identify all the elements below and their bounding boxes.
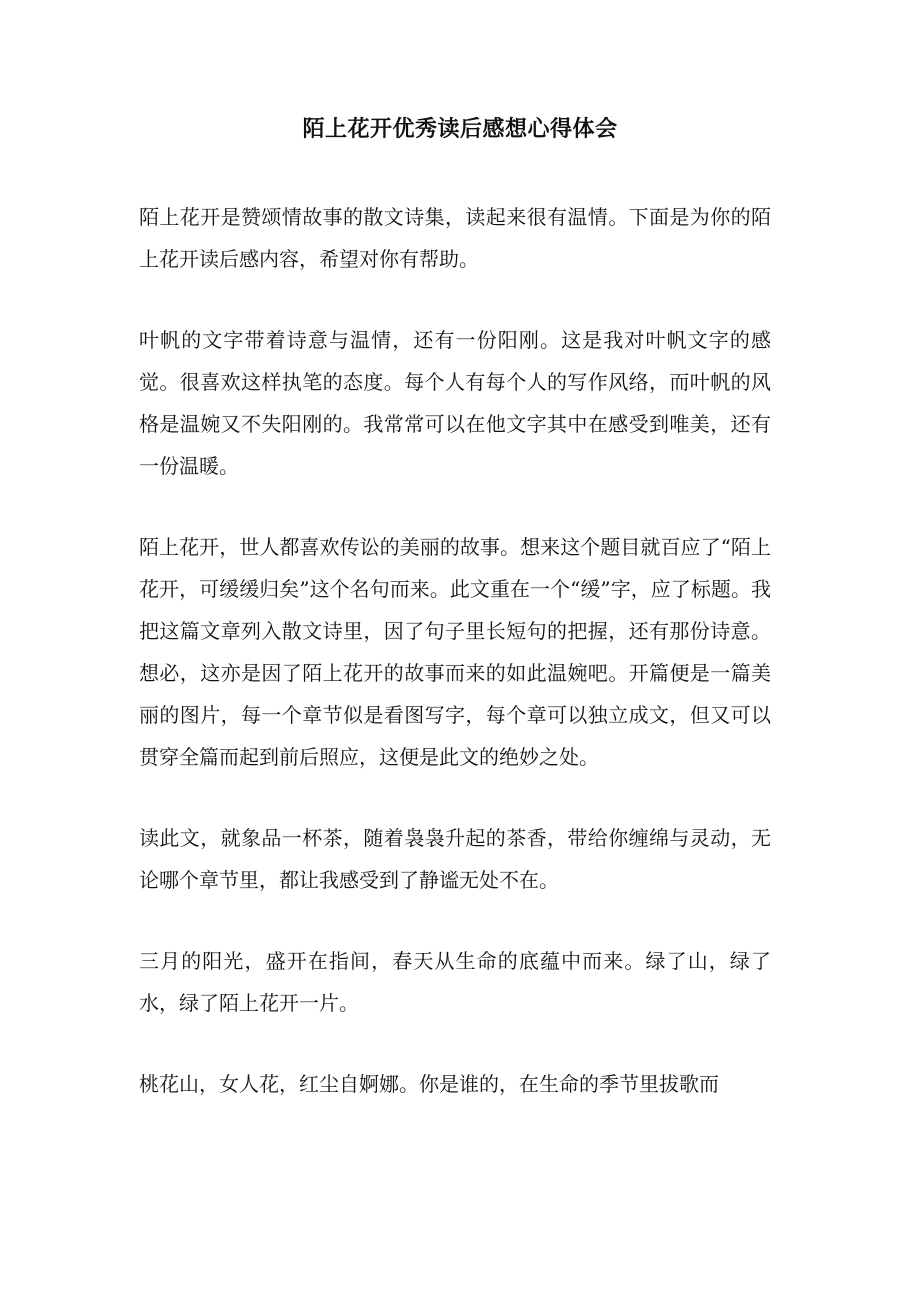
document-body: [139, 196, 771, 1144]
paragraph-peach-blossom: 桃花山，女人花，红尘自婀娜。你是谁的，在生命的季节里拔歌而: [139, 1072, 719, 1096]
paragraph-reading-feeling: 读此文，就象品一杯茶，随着袅袅升起的茶香，带给你缠绵与灵动，无论哪个章节里，都让我感受到了静谧无处不在。: [139, 826, 771, 892]
paragraph-title-analysis: 陌上花开，世人都喜欢传讼的美丽的故事。想来这个题目就百应了“陌上花开，可缓缓归矣”这个名句而来。此文重在一个“缓”字，应了标题。我把这篇文章列入散文诗里，因了句子里长短句的把握，还有那份诗意。想必，这亦是因了陌上花开的故事而来的如此温婉吧。开篇便是一篇美丽的图片，每一个章节似是看图写字，每个章可以独立成文，但又可以贯穿全篇而起到前后照应，这便是此文的绝妙之处。: [139, 535, 771, 769]
paragraph-author-style: 叶帆的文字带着诗意与温情，还有一份阳刚。这是我对叶帆文字的感觉。很喜欢这样执笔的态度。每个人有每个人的写作风络，而叶帆的风格是温婉又不失阳刚的。我常常可以在他文字其中在感受到唯美，还有一份温暖。: [139, 328, 771, 478]
paragraph-spring: 三月的阳光，盛开在指间，春天从生命的底蕴中而来。绿了山，绿了水，绿了陌上花开一片。: [139, 949, 771, 1015]
document-title: 陌上花开优秀读后感想心得体会: [302, 116, 618, 142]
paragraph-intro: 陌上花开是赞颂情故事的散文诗集，读起来很有温情。下面是为你的陌上花开读后感内容，希望对你有帮助。: [139, 205, 771, 271]
